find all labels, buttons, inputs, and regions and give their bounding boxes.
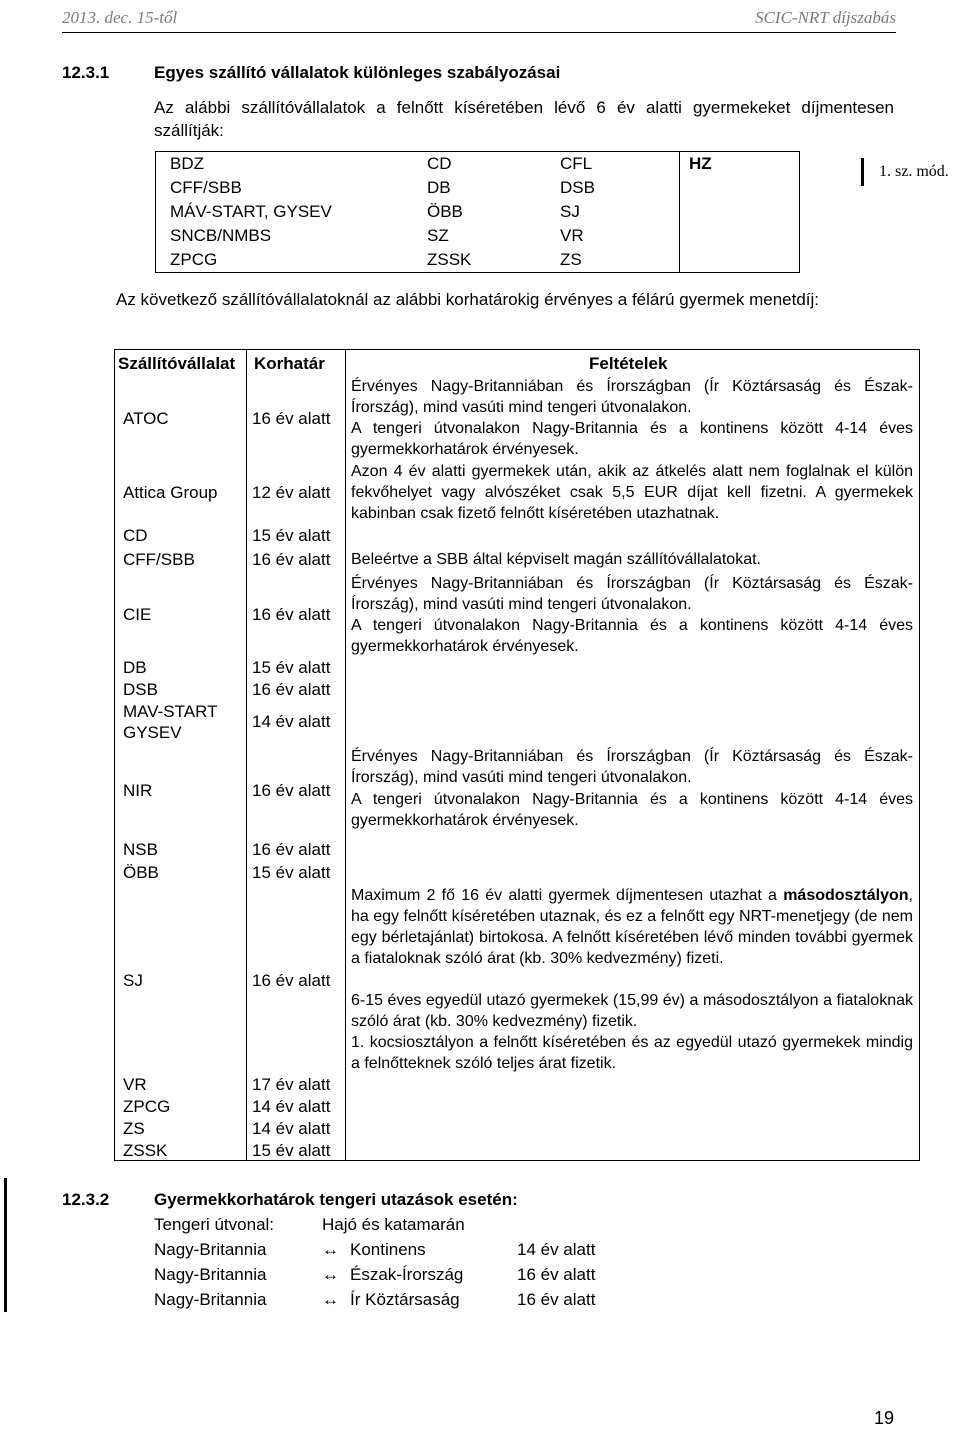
age-limit-table — [114, 349, 920, 1161]
age-obb: 15 év alatt — [252, 863, 331, 882]
modification-note: 1. sz. mód. — [879, 163, 949, 180]
age-attica: 12 év alatt — [252, 483, 331, 502]
section-2-title: Gyermekkorhatárok tengeri utazások esetén: — [154, 1190, 518, 1209]
company-cell: MÁV-START, GYSEV — [170, 202, 332, 221]
company-db: DB — [123, 658, 147, 677]
company-cell: HZ — [689, 154, 712, 173]
arrow-icon: ↔ — [322, 1265, 339, 1284]
col-divider — [345, 350, 346, 1160]
company-nir: NIR — [123, 781, 153, 800]
th-conditions: Feltételek — [589, 354, 668, 373]
company-zssk: ZSSK — [123, 1141, 168, 1160]
cond-attica: Azon 4 év alatti gyermekek után, akik az átkelés alatt nem foglalnak el külön fekvőhelyet vagy alvószéket csak 5,5 EUR díjat kell fizetni. A gyermekek kabinban csak fizető felnőtt kíséretében utazhatnak. — [351, 463, 913, 522]
age-zpcg: 14 év alatt — [252, 1097, 331, 1116]
route-to: Ír Köztársaság — [350, 1290, 460, 1309]
company-cell: DB — [427, 178, 451, 197]
section-2-number: 12.3.2 — [62, 1190, 110, 1209]
section-2-heading — [62, 1190, 518, 1210]
cond-sj-1 — [351, 885, 913, 969]
company-cell: DSB — [560, 178, 595, 197]
company-sj: SJ — [123, 971, 143, 990]
company-cell: VR — [560, 226, 584, 245]
route-age: 16 év alatt — [517, 1265, 596, 1284]
company-zpcg: ZPCG — [123, 1097, 171, 1116]
th-age: Korhatár — [254, 354, 325, 373]
age-sj: 16 év alatt — [252, 971, 331, 990]
cond-cff: Beleértve a SBB által képviselt magán szállítóvállalatokat. — [351, 551, 761, 568]
company-mav: MAV-START — [123, 702, 218, 721]
company-zs: ZS — [123, 1119, 145, 1138]
age-vr: 17 év alatt — [252, 1075, 331, 1094]
change-bar-left — [4, 1178, 7, 1312]
cond-cie-2: A tengeri útvonalakon Nagy-Britannia és a kontinens között 4-14 éves gyermekkorhatárok érvényesek. — [351, 617, 913, 655]
cond-sj-1b: másodosztályon — [783, 887, 909, 904]
section-1-heading — [62, 63, 560, 83]
company-cell: CFL — [560, 154, 593, 173]
age-nir: 16 év alatt — [252, 781, 331, 800]
route-from: Nagy-Britannia — [154, 1290, 267, 1309]
company-cff: CFF/SBB — [123, 550, 195, 569]
age-nsb: 16 év alatt — [252, 840, 331, 859]
section-1-intro: Az alábbi szállítóvállalatok a felnőtt kíséretében lévő 6 év alatti gyermekeket díjmentesen szállítják: — [154, 98, 894, 140]
cond-atoc-2: A tengeri útvonalakon Nagy-Britannia és a kontinens között 4-14 éves gyermekkorhatárok érvényesek. — [351, 420, 913, 458]
half-fare-intro: Az következő szállítóvállalatoknál az alábbi korhatárokig érvényes a félárú gyermek menetdíj: — [116, 290, 820, 309]
arrow-icon: ↔ — [322, 1290, 339, 1309]
header-date: 2013. dec. 15-től — [62, 8, 178, 27]
section-1-title: Egyes szállító vállalatok különleges szabályozásai — [154, 63, 561, 82]
company-cell: SZ — [427, 226, 449, 245]
age-cie: 16 év alatt — [252, 605, 331, 624]
company-obb: ÖBB — [123, 863, 159, 882]
age-dsb: 16 év alatt — [252, 680, 331, 699]
company-cie: CIE — [123, 605, 152, 624]
company-cell: CFF/SBB — [170, 178, 242, 197]
company-cell: SJ — [560, 202, 580, 221]
route-from: Nagy-Britannia — [154, 1240, 267, 1259]
company-dsb: DSB — [123, 680, 158, 699]
free-companies-box — [155, 151, 800, 273]
cond-sj-1c: , ha egy felnőtt kíséretében utaznak, és ez a felnőtt egy NRT-menetjegy (de nem egy bérletajánlat) birtokosa. A felnőtt kíséretében lévő minden további gyermek a fiataloknak szóló árat (kb. 30% kedvezmény) fizeti. — [351, 887, 913, 967]
cond-atoc-1: Érvényes Nagy-Britanniában és Írországban (Ír Köztársaság és Észak-Írország), mind vasúti mind tengeri útvonalakon. — [351, 378, 913, 416]
company-cd: CD — [123, 526, 148, 545]
route-to: Kontinens — [350, 1240, 426, 1259]
company-cell: ÖBB — [427, 202, 463, 221]
header-title: SCIC-NRT díjszabás — [755, 8, 896, 27]
company-cell: BDZ — [170, 154, 204, 173]
company-attica: Attica Group — [123, 483, 218, 502]
company-cell: ZPCG — [170, 250, 218, 269]
change-bar — [861, 158, 864, 186]
cond-sj-2: 6-15 éves egyedül utazó gyermekek (15,99 év) a másodosztályon a fiataloknak szóló árat (kb. 30% kedvezmény) fizetik. — [351, 992, 913, 1030]
route-age: 16 év alatt — [517, 1290, 596, 1309]
age-cff: 16 év alatt — [252, 550, 331, 569]
col-divider — [246, 350, 247, 1160]
cond-cie-1: Érvényes Nagy-Britanniában és Írországban (Ír Köztársaság és Észak-Írország), mind vasúti mind tengeri útvonalakon. — [351, 575, 913, 613]
company-cell: ZSSK — [427, 250, 472, 269]
section-1-number: 12.3.1 — [62, 63, 110, 82]
th-company: Szállítóvállalat — [118, 354, 236, 373]
company-gysev: GYSEV — [123, 723, 182, 742]
age-db: 15 év alatt — [252, 658, 331, 677]
company-cell: ZS — [560, 250, 582, 269]
page-number: 19 — [873, 1408, 894, 1428]
route-to: Észak-Írország — [350, 1265, 464, 1284]
box-divider — [679, 152, 680, 272]
header-divider — [62, 32, 896, 33]
age-cd: 15 év alatt — [252, 526, 331, 545]
cond-sj-1a: Maximum 2 fő 16 év alatti gyermek díjmentesen utazhat a — [351, 887, 777, 904]
cond-nir-2: A tengeri útvonalakon Nagy-Britannia és a kontinens között 4-14 éves gyermekkorhatárok érvényesek. — [351, 791, 913, 829]
route-from: Nagy-Britannia — [154, 1265, 267, 1284]
company-cell: SNCB/NMBS — [170, 226, 272, 245]
age-zssk: 15 év alatt — [252, 1141, 331, 1160]
route-value: Hajó és katamarán — [322, 1215, 465, 1234]
age-zs: 14 év alatt — [252, 1119, 331, 1138]
cond-sj-3: 1. kocsiosztályon a felnőtt kíséretében és az egyedül utazó gyermekek mindig a felnőtteknek szóló teljes árat fizetik. — [351, 1034, 913, 1072]
company-vr: VR — [123, 1075, 147, 1094]
age-mav: 14 év alatt — [252, 712, 331, 731]
arrow-icon: ↔ — [322, 1240, 339, 1259]
company-atoc: ATOC — [123, 409, 169, 428]
age-atoc: 16 év alatt — [252, 409, 331, 428]
company-cell: CD — [427, 154, 452, 173]
route-age: 14 év alatt — [517, 1240, 596, 1259]
company-nsb: NSB — [123, 840, 158, 859]
route-label: Tengeri útvonal: — [154, 1215, 275, 1234]
cond-nir-1: Érvényes Nagy-Britanniában és Írországban (Ír Köztársaság és Észak-Írország), mind vasúti mind tengeri útvonalakon. — [351, 748, 913, 786]
